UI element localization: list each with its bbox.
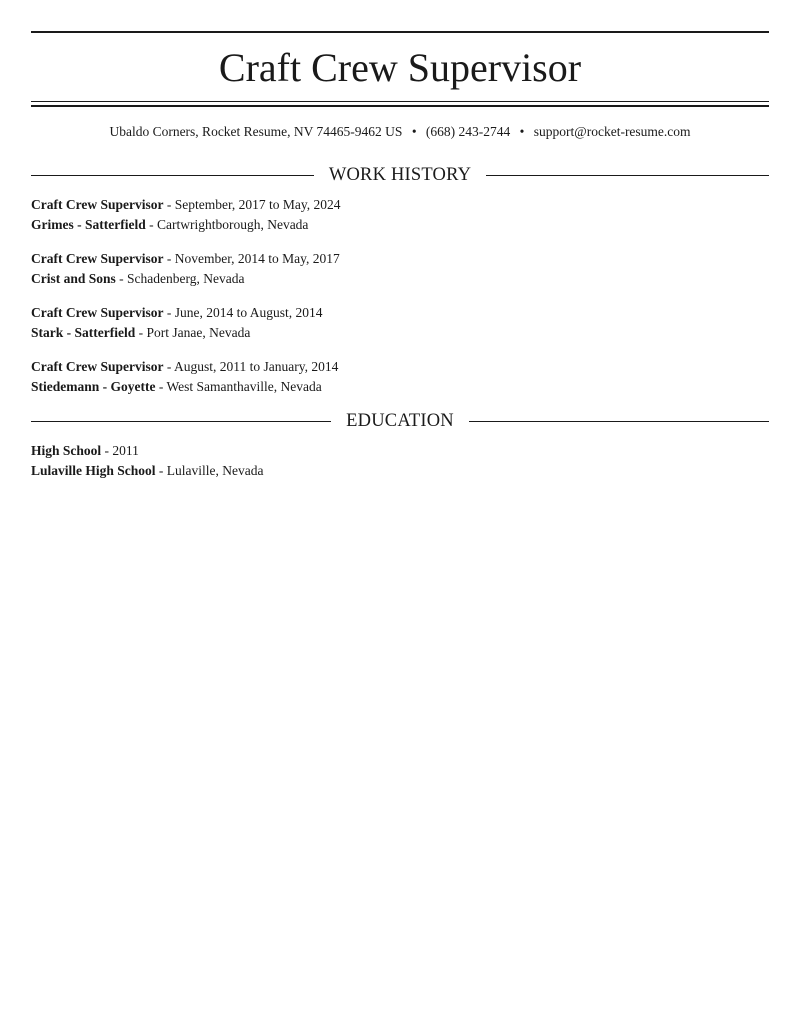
heading-rule-right xyxy=(486,175,769,176)
work-entry-dates: September, 2017 to May, 2024 xyxy=(174,197,341,212)
education-entry-degree-line: High School - 2011 xyxy=(31,443,139,458)
work-entry-employer: Stiedemann - Goyette xyxy=(31,379,156,394)
heading-rule-left xyxy=(31,421,331,422)
title-rule-thick xyxy=(31,105,769,107)
work-entry xyxy=(31,303,769,343)
work-entry-role: Craft Crew Supervisor xyxy=(31,359,164,374)
title-rule-thin xyxy=(31,101,769,102)
education-entry-school-line: Lulaville High School - Lulaville, Nevada xyxy=(31,463,264,478)
work-entry-role: Craft Crew Supervisor xyxy=(31,305,164,320)
heading-rule-left xyxy=(31,175,314,176)
work-history-heading-label: WORK HISTORY xyxy=(328,165,472,185)
work-entry-dates: August, 2011 to January, 2014 xyxy=(174,359,339,374)
contact-line xyxy=(31,123,769,141)
top-rule xyxy=(31,31,769,33)
education-entry-location: Lulaville, Nevada xyxy=(166,463,264,478)
work-entry xyxy=(31,357,769,397)
education-heading xyxy=(31,410,769,432)
work-history-heading xyxy=(31,164,769,186)
education-entry-degree: High School xyxy=(31,443,102,458)
heading-rule-right xyxy=(469,421,769,422)
work-entry-title-line: Craft Crew Supervisor - November, 2014 to May, 2017 xyxy=(31,251,340,266)
work-entry-location: Port Janae, Nevada xyxy=(146,325,251,340)
work-entry-location: Schadenberg, Nevada xyxy=(127,271,245,286)
work-entry-title-line: Craft Crew Supervisor - August, 2011 to January, 2014 xyxy=(31,359,339,374)
contact-address: Ubaldo Corners, Rocket Resume, NV 74465-9462 US xyxy=(109,124,403,139)
contact-email: support@rocket-resume.com xyxy=(533,124,691,139)
page-title: Craft Crew Supervisor xyxy=(218,45,582,90)
work-entry-employer: Grimes - Satterfield xyxy=(31,217,146,232)
work-entry-employer: Crist and Sons xyxy=(31,271,116,286)
work-entry-role: Craft Crew Supervisor xyxy=(31,251,164,266)
work-entry-dates: June, 2014 to August, 2014 xyxy=(174,305,323,320)
work-entry-location: West Samanthaville, Nevada xyxy=(166,379,322,394)
education-entry xyxy=(31,441,769,481)
work-entry-employer-line: Stiedemann - Goyette - West Samanthaville, Nevada xyxy=(31,379,322,394)
work-entry-employer-line: Grimes - Satterfield - Cartwrightborough, Nevada xyxy=(31,217,309,232)
work-entry-role: Craft Crew Supervisor xyxy=(31,197,164,212)
work-entry-dates: November, 2014 to May, 2017 xyxy=(174,251,340,266)
contact-phone: (668) 243-2744 xyxy=(425,124,511,139)
contact-separator: • xyxy=(519,124,525,139)
education-entry-school: Lulaville High School xyxy=(31,463,156,478)
work-entry-employer: Stark - Satterfield xyxy=(31,325,136,340)
education-entry-year: 2011 xyxy=(112,443,139,458)
work-entry-title-line: Craft Crew Supervisor - September, 2017 to May, 2024 xyxy=(31,197,341,212)
education-heading-label: EDUCATION xyxy=(346,411,454,431)
work-entry xyxy=(31,249,769,289)
work-entry-title-line: Craft Crew Supervisor - June, 2014 to August, 2014 xyxy=(31,305,323,320)
work-entry-employer-line: Crist and Sons - Schadenberg, Nevada xyxy=(31,271,245,286)
work-entry-employer-line: Stark - Satterfield - Port Janae, Nevada xyxy=(31,325,251,340)
work-entry xyxy=(31,195,769,235)
contact-separator: • xyxy=(411,124,417,139)
work-entry-location: Cartwrightborough, Nevada xyxy=(156,217,309,232)
